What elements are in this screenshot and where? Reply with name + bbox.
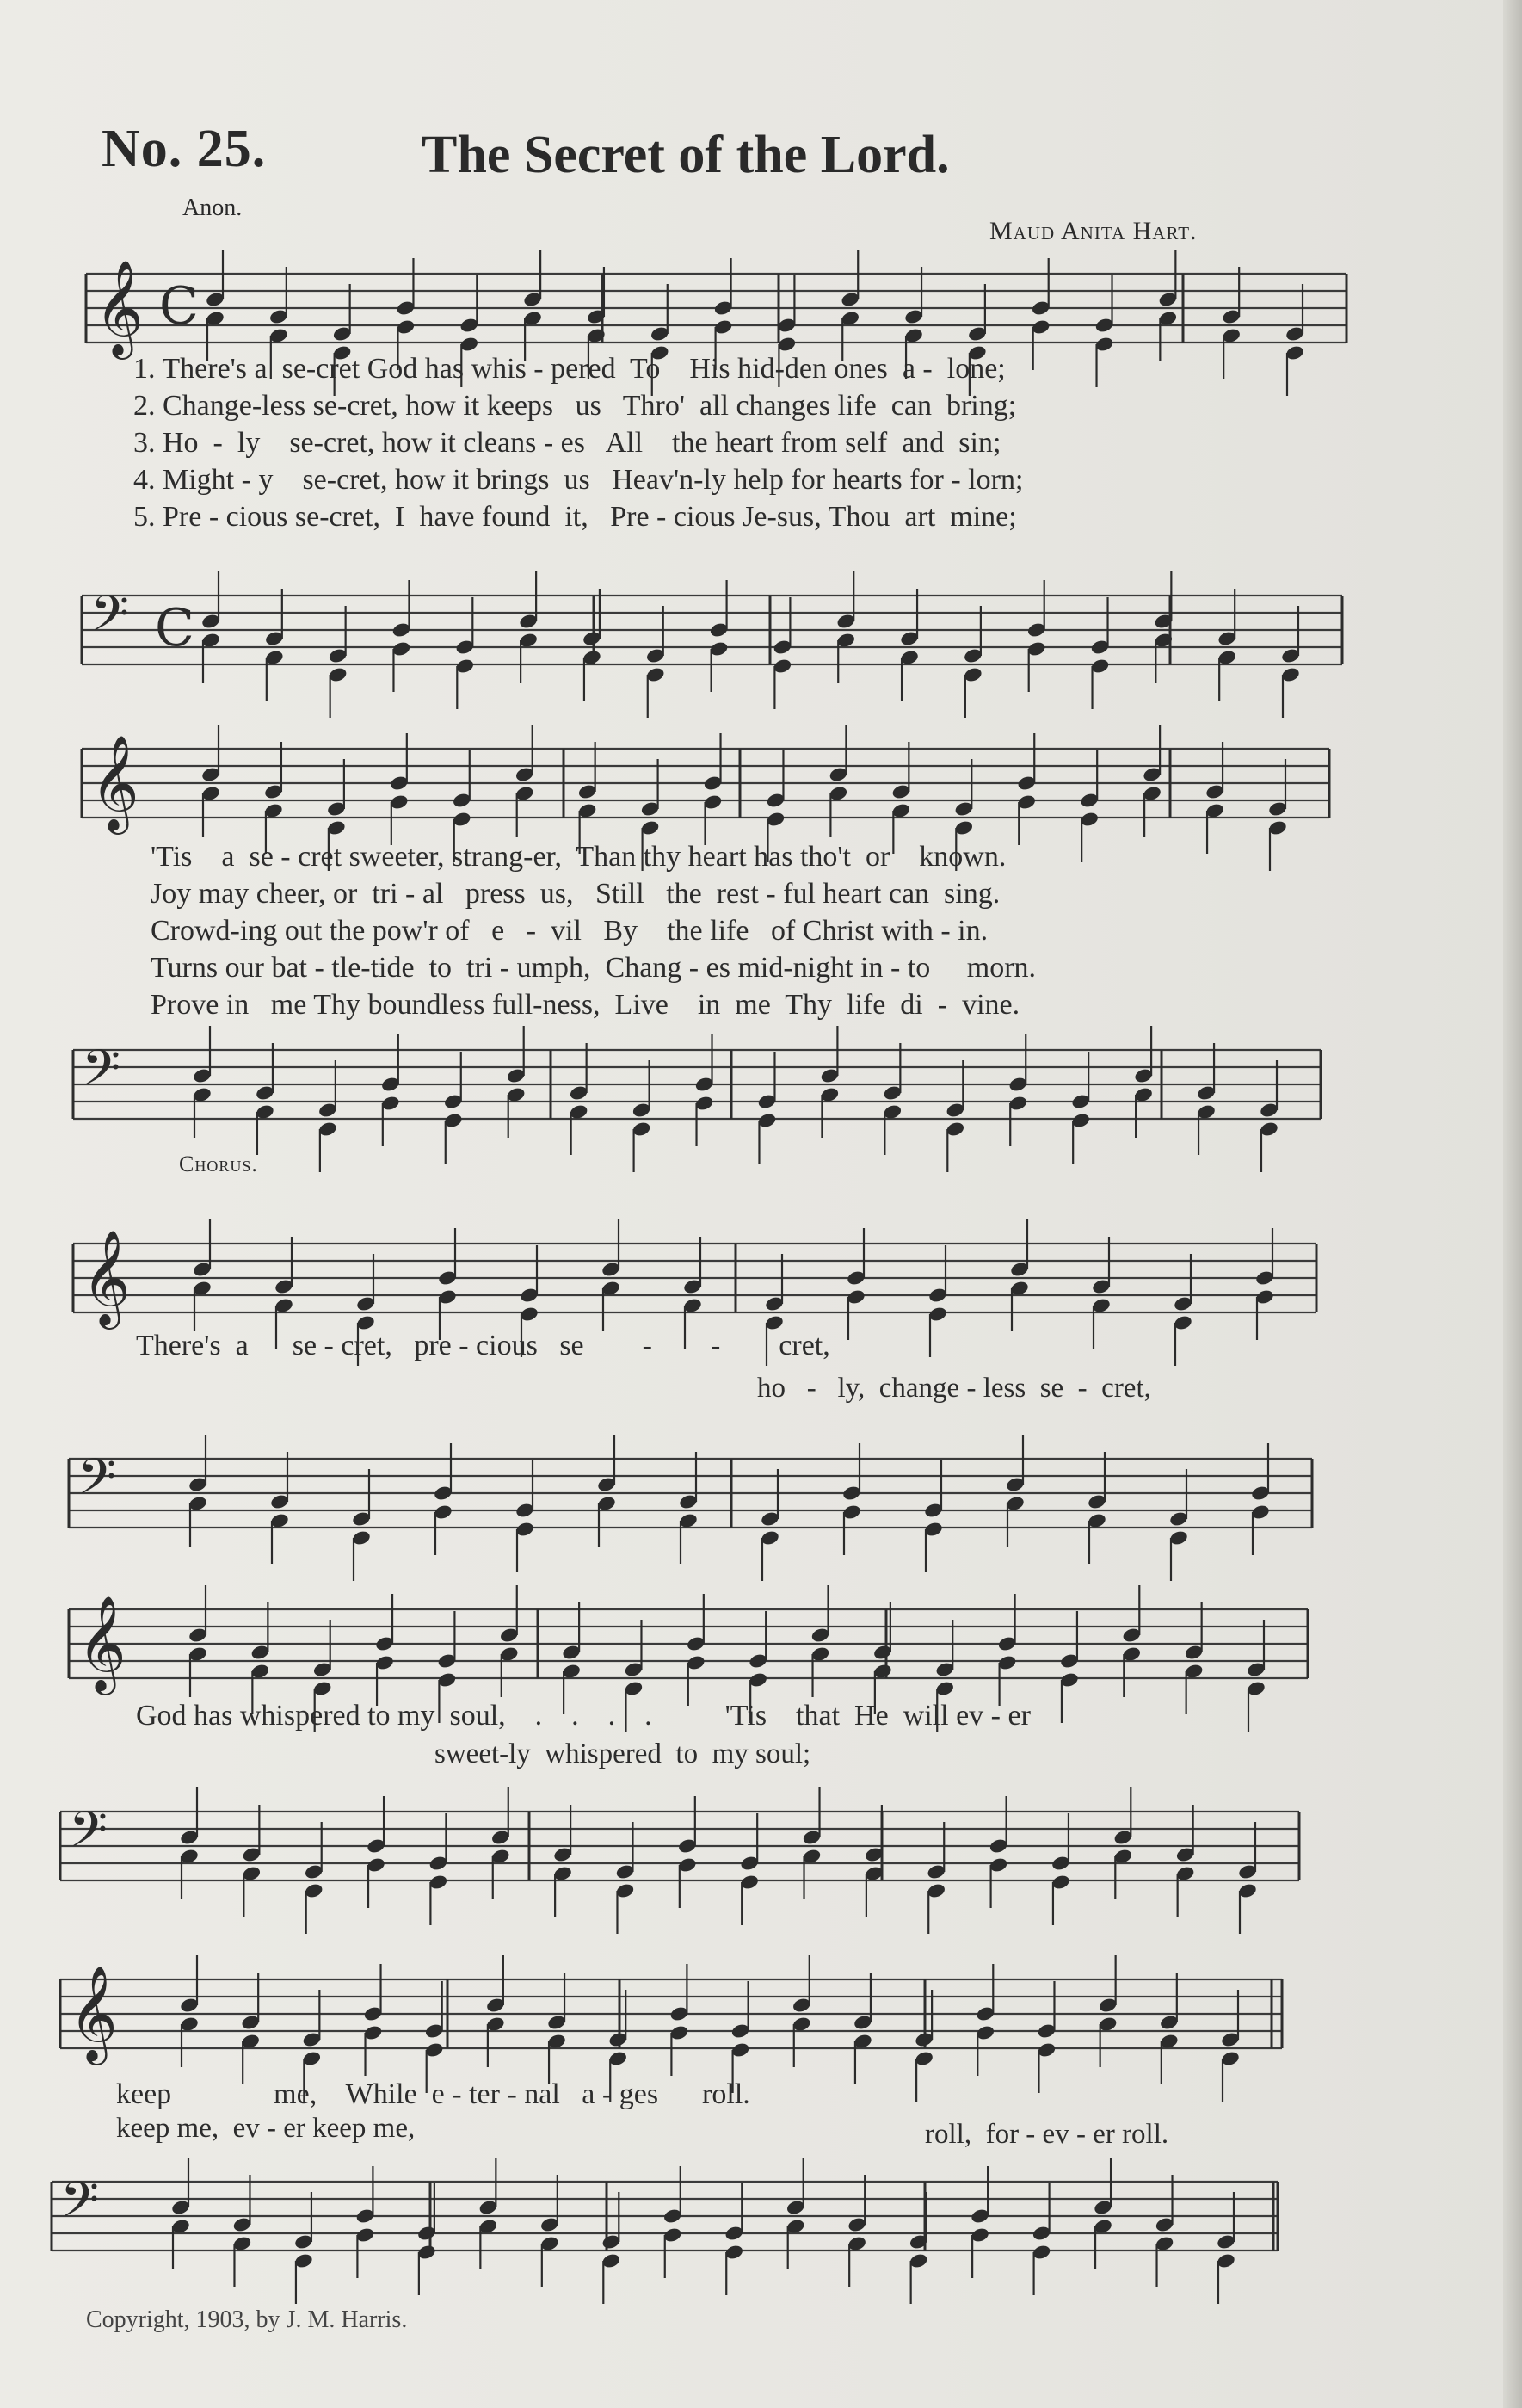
hymn-title: The Secret of the Lord. — [422, 126, 950, 184]
treble-clef: 𝄞 — [82, 1229, 131, 1325]
verse-2-line-b: Joy may cheer, or tri - al press us, Still the rest - ful heart can sing. — [151, 878, 1001, 910]
bass-clef: 𝄢 — [77, 1448, 117, 1518]
bass-clef: 𝄢 — [60, 2170, 100, 2241]
bass-clef: 𝄢 — [69, 1800, 108, 1871]
verse-3-line-b: Crowd-ing out the pow'r of e - vil By the life of Christ with - in. — [151, 915, 989, 947]
bass-clef: 𝄢 — [90, 584, 130, 655]
verse-5-line-a: 5. Pre - cious se-cret, I have found it, Pre - cious Je-sus, Thou art mine; — [133, 501, 1017, 533]
copyright-notice: Copyright, 1903, by J. M. Harris. — [86, 2306, 408, 2333]
hymn-number: No. 25. — [102, 120, 267, 178]
common-time-signature: C — [159, 276, 199, 337]
chorus-line-2-alto: sweet-ly whispered to my soul; — [434, 1738, 811, 1769]
verse-4-line-b: Turns our bat - tle-tide to tri - umph, Chang - es mid-night in - to morn. — [151, 952, 1037, 984]
bass-clef: 𝄢 — [82, 1039, 121, 1109]
verse-1-line-b: 'Tis a se - cret sweeter, strang-er, Than thy heart has tho't or known. — [151, 841, 1007, 873]
treble-clef: 𝄞 — [77, 1595, 126, 1691]
common-time-signature: C — [155, 598, 194, 658]
treble-clef: 𝄞 — [69, 1965, 118, 2061]
treble-clef: 𝄞 — [90, 734, 139, 830]
verse-4-line-a: 4. Might - y se-cret, how it brings us Heav'n-ly help for hearts for - lorn; — [133, 464, 1024, 496]
verse-2-line-a: 2. Change-less se-cret, how it keeps us Thro' all changes life can bring; — [133, 390, 1017, 422]
chorus-label: Chorus. — [179, 1152, 258, 1176]
chorus-line-3: keep me, While e - ter - nal a - ges roll. — [116, 2078, 750, 2110]
verse-1-line-a: 1. There's a se-cret God has whis - pered To His hid-den ones a - lone; — [133, 353, 1006, 385]
chorus-line-3-alto-b: roll, for - ev - er roll. — [925, 2119, 1169, 2150]
verse-3-line-a: 3. Ho - ly se-cret, how it cleans - es All the heart from self and sin; — [133, 427, 1001, 459]
treble-clef: 𝄞 — [95, 259, 144, 355]
chorus-line-1-alto: ho - ly, change - less se - cret, — [757, 1373, 1151, 1404]
chorus-line-3-alto-a: keep me, ev - er keep me, — [116, 2113, 416, 2144]
chorus-line-2: God has whispered to my soul, . . . . 'Tis that He will ev - er — [136, 1700, 1031, 1732]
words-credit: Anon. — [182, 194, 243, 221]
chorus-line-1: There's a se - cret, pre - cious se - - cret, — [136, 1330, 830, 1361]
music-credit: Maud Anita Hart. — [989, 217, 1198, 245]
verse-5-line-b: Prove in me Thy boundless full-ness, Live in me Thy life di - vine. — [151, 989, 1020, 1021]
